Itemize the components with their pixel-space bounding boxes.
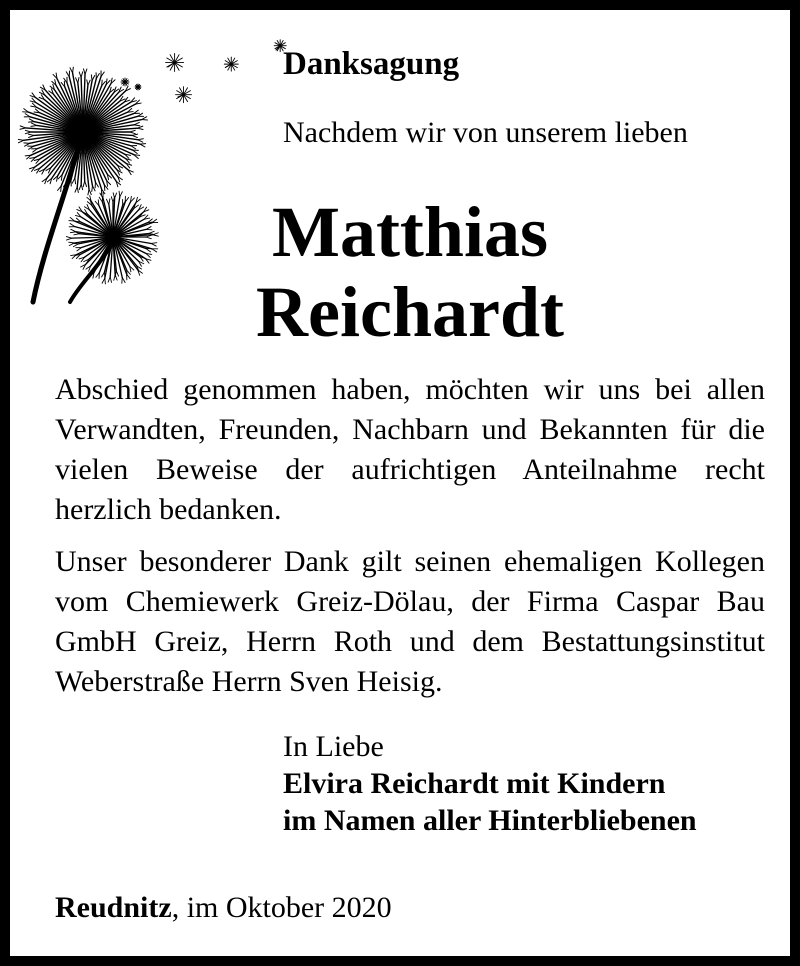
thanks-paragraph: Abschied genommen haben, möchten wir uns bei allen Verwandten, Freunden, Nachbarn und Bekannten für die vielen Beweise der aufrichtigen Anteilnahme recht herzlich bedanken.	[55, 373, 765, 526]
place-name: Reudnitz	[55, 891, 172, 924]
closing-block	[283, 728, 697, 839]
signature-subline: im Namen aller Hinterbliebenen	[283, 804, 697, 837]
special-thanks-paragraph: Unser besonderer Dank gilt seinen ehemaligen Kollegen vom Chemiewerk Greiz-Dölau, der Firma Caspar Bau GmbH Greiz, Herrn Roth und dem Bestattungsinstitut Weberstraße Herrn Sven Heisig.	[55, 545, 765, 698]
date-text: , im Oktober 2020	[171, 891, 392, 924]
intro-text: Nachdem wir von unserem lieben	[283, 116, 688, 149]
signature-line: Elvira Reichardt mit Kindern	[283, 767, 666, 800]
closing-line: In Liebe	[283, 730, 384, 763]
deceased-last-name: Reichardt	[256, 272, 564, 352]
deceased-name	[110, 192, 710, 352]
place-date	[55, 893, 392, 923]
notice-heading: Danksagung	[283, 46, 460, 82]
notice-body	[55, 370, 765, 702]
deceased-first-name: Matthias	[272, 192, 548, 272]
